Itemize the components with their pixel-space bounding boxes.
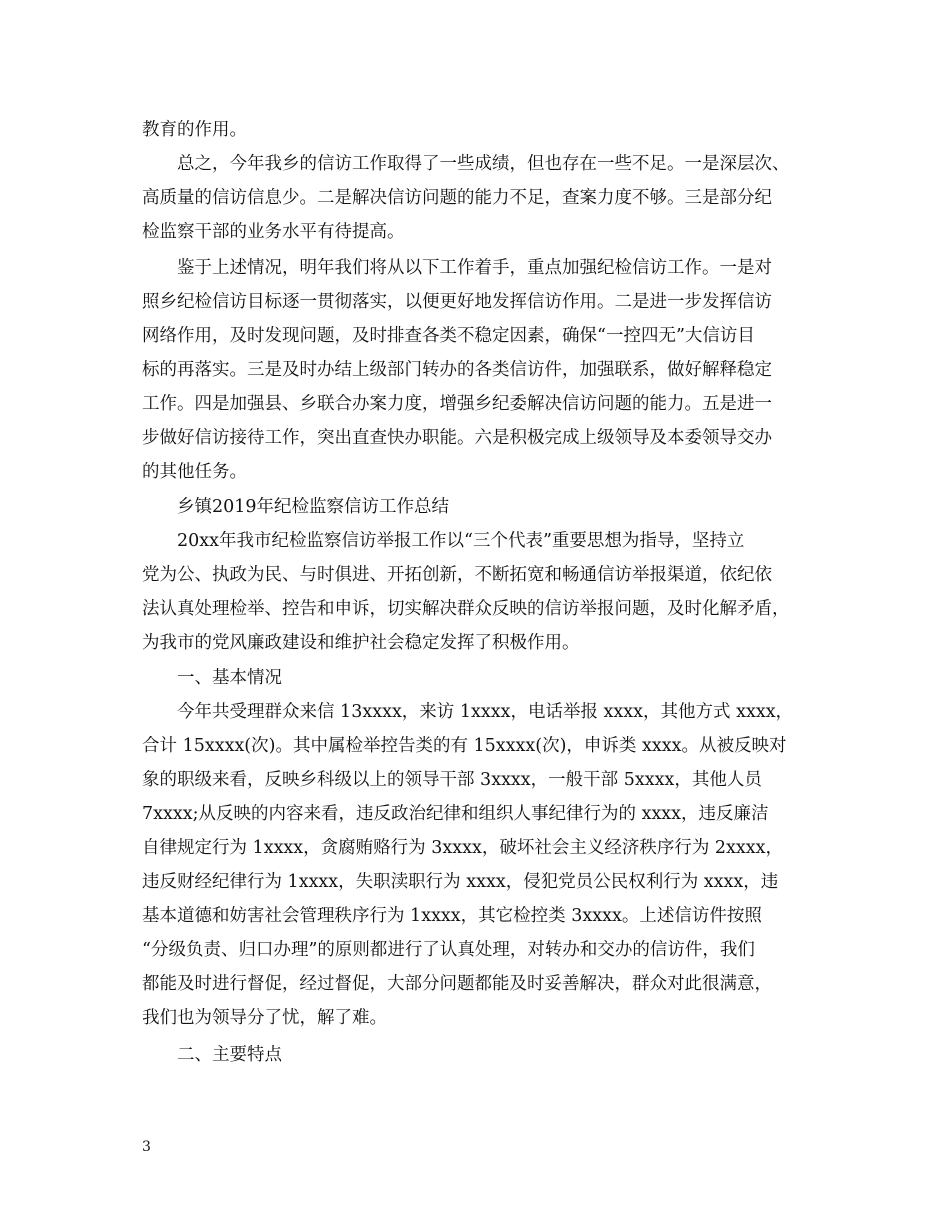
text-line: 步做好信访接待工作，突出直查快办职能。六是积极完成上级领导及本委领导交办 [142,428,772,448]
text-line: 工作。四是加强县、乡联合办案力度，增强乡纪委解决信访问题的能力。五是进一 [142,394,772,414]
text-line: 自律规定行为 1xxxx，贪腐贿赂行为 3xxxx，破坏社会主义经济秩序行为 2xxxx， [142,838,784,858]
text-line: 我们也为领导分了忧，解了难。 [142,1008,387,1028]
text-line: 象的职级来看，反映乡科级以上的领导干部 3xxxx，一般干部 5xxxx，其他人员 [142,770,762,790]
text-line: 的其他任务。 [142,462,247,482]
paragraph-start-line: 鉴于上述情况，明年我们将从以下工作着手，重点加强纪检信访工作。一是对 [177,258,772,278]
text-line: 照乡纪检信访目标逐一贯彻落实，以便更好地发挥信访作用。二是进一步发挥信访 [142,292,772,312]
text-line: 教育的作用。 [142,120,247,140]
section-heading: 二、主要特点 [177,1045,282,1065]
text-line: “分级负责、归口办理”的原则都进行了认真处理，对转办和交办的信访件，我们 [142,940,755,960]
paragraph-start-line: 今年共受理群众来信 13xxxx，来访 1xxxx，电话举报 xxxx，其他方式 xxxx， [177,702,794,722]
text-line: 合计 15xxxx(次)。其中属检举控告类的有 15xxxx(次)，申诉类 xxxx。从被反映对 [142,736,787,756]
text-line: 基本道德和妨害社会管理秩序行为 1xxxx，其它检控类 3xxxx。上述信访件按照 [142,906,762,926]
text-line: 违反财经纪律行为 1xxxx，失职渎职行为 xxxx，侵犯党员公民权利行为 xxxx，违 [142,872,779,892]
text-line: 高质量的信访信息少。二是解决信访问题的能力不足，查案力度不够。三是部分纪 [142,188,772,208]
text-line: 党为公、执政为民、与时俱进、开拓创新，不断拓宽和畅通信访举报渠道，依纪依 [142,565,772,585]
text-line: 7xxxx;从反映的内容来看，违反政治纪律和组织人事纪律行为的 xxxx，违反廉洁 [142,804,769,824]
text-line: 网络作用，及时发现问题，及时排查各类不稳定因素，确保“一控四无”大信访目 [142,326,755,346]
text-line: 法认真处理检举、控告和申诉，切实解决群众反映的信访举报问题，及时化解矛盾， [142,599,790,619]
text-line: 检监察干部的业务水平有待提高。 [142,222,405,242]
text-line: 都能及时进行督促，经过督促，大部分问题都能及时妥善解决，群众对此很满意， [142,974,772,994]
paragraph-start-line: 20xx年我市纪检监察信访举报工作以“三个代表”重要思想为指导，坚持立 [177,531,745,551]
paragraph-start-line: 总之，今年我乡的信访工作取得了一些成绩，但也存在一些不足。一是深层次、 [177,154,790,174]
section-title: 乡镇2019年纪检监察信访工作总结 [177,497,450,517]
section-heading: 一、基本情况 [177,668,282,688]
page-number: 3 [142,1139,151,1155]
text-line: 标的再落实。三是及时办结上级部门转办的各类信访件，加强联系，做好解释稳定 [142,360,772,380]
text-line: 为我市的党风廉政建设和维护社会稳定发挥了积极作用。 [142,633,580,653]
